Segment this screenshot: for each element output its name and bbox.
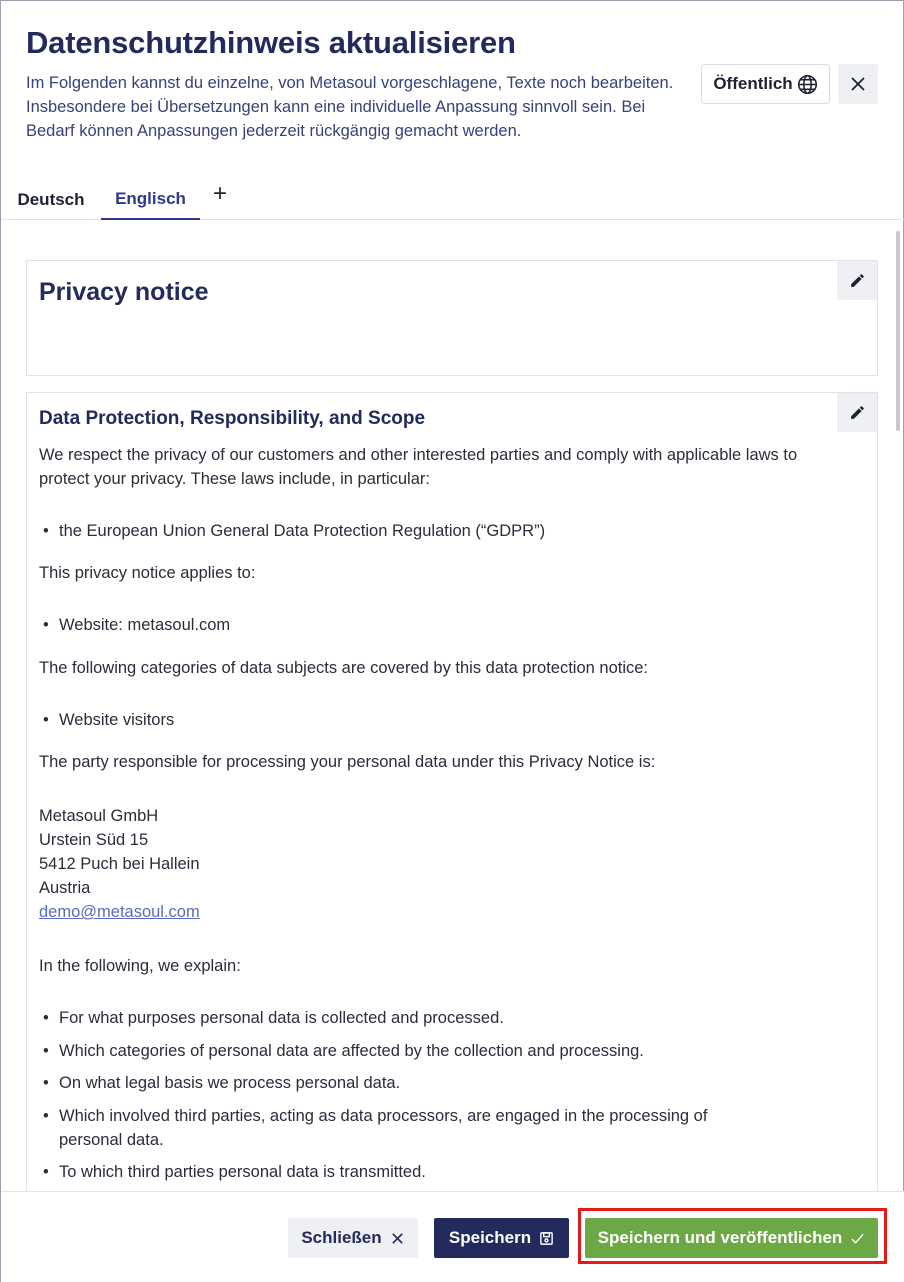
- list-item: • Website visitors: [39, 708, 799, 732]
- paragraph: The following categories of data subjects are covered by this data protection notice:: [39, 659, 649, 677]
- paragraph: We respect the privacy of our customers and other interested parties and comply with applicable laws to protect your privacy. These laws include, in particular:: [39, 446, 798, 488]
- visibility-label: Öffentlich: [713, 74, 793, 93]
- close-button[interactable]: [288, 1218, 418, 1258]
- close-modal-button[interactable]: [838, 64, 878, 104]
- section-title: Data Protection, Responsibility, and Scope: [39, 408, 426, 429]
- save-and-publish-button[interactable]: [585, 1218, 878, 1258]
- list-item: • To which third parties personal data is transmitted.: [39, 1160, 799, 1184]
- list-item: • For what purposes personal data is collected and processed.: [39, 1006, 799, 1030]
- language-tabs: [1, 179, 904, 220]
- close-icon: [390, 1231, 405, 1246]
- privacy-notice-heading: Privacy notice: [39, 278, 209, 306]
- pencil-icon: [849, 272, 866, 289]
- section-card: [26, 392, 878, 1191]
- address-line: Metasoul GmbH: [39, 807, 159, 825]
- list-item: • Which involved third parties, acting as data processors, are engaged in the processing of personal data.: [39, 1104, 759, 1152]
- save-button-label: Speichern: [448, 1228, 532, 1247]
- pencil-icon: [849, 404, 866, 421]
- close-icon: [850, 76, 866, 92]
- visibility-public-button[interactable]: [701, 64, 830, 104]
- scrollbar[interactable]: [896, 231, 900, 431]
- floppy-disk-icon: [539, 1231, 554, 1246]
- close-button-label: Schließen: [301, 1228, 382, 1247]
- paragraph: The party responsible for processing your personal data under this Privacy Notice is:: [39, 753, 656, 771]
- publish-button-label: Speichern und veröffentlichen: [597, 1228, 843, 1247]
- modal-footer: [1, 1191, 904, 1282]
- edit-section-button[interactable]: [837, 393, 877, 432]
- globe-icon: [797, 74, 818, 95]
- email-line: [39, 900, 799, 924]
- address-line: Urstein Süd 15: [39, 831, 149, 849]
- save-button[interactable]: [434, 1218, 569, 1258]
- address-line: Austria: [39, 879, 91, 897]
- paragraph: In the following, we explain:: [39, 957, 241, 975]
- email-link[interactable]: demo@metasoul.com: [39, 903, 200, 921]
- tab-englisch[interactable]: Englisch: [101, 179, 200, 220]
- list-item: • On what legal basis we process personal data.: [39, 1071, 799, 1095]
- address-line: 5412 Puch bei Hallein: [39, 855, 200, 873]
- page-title: Datenschutzhinweis aktualisieren: [26, 25, 516, 60]
- list-item: • Website: metasoul.com: [39, 613, 799, 637]
- paragraph: This privacy notice applies to:: [39, 564, 256, 582]
- list-item: • Which categories of personal data are affected by the collection and processing.: [39, 1039, 799, 1063]
- list-item: • the European Union General Data Protection Regulation (“GDPR”): [39, 519, 799, 543]
- add-language-tab[interactable]: +: [212, 179, 227, 207]
- tab-deutsch[interactable]: Deutsch: [17, 189, 85, 209]
- page-subtitle: Im Folgenden kannst du einzelne, von Metasoul vorgeschlagene, Texte noch bearbeiten. Insbesondere bei Übersetzungen kann eine individuelle Anpassung sinnvoll sein. Bei Bedarf können Anpassungen jederzeit rückgängig gemacht werden.: [26, 74, 674, 140]
- heading-card: [26, 260, 878, 376]
- edit-heading-button[interactable]: [837, 261, 877, 300]
- content-scroll-area: [1, 221, 904, 1191]
- checkmark-icon: [850, 1231, 865, 1246]
